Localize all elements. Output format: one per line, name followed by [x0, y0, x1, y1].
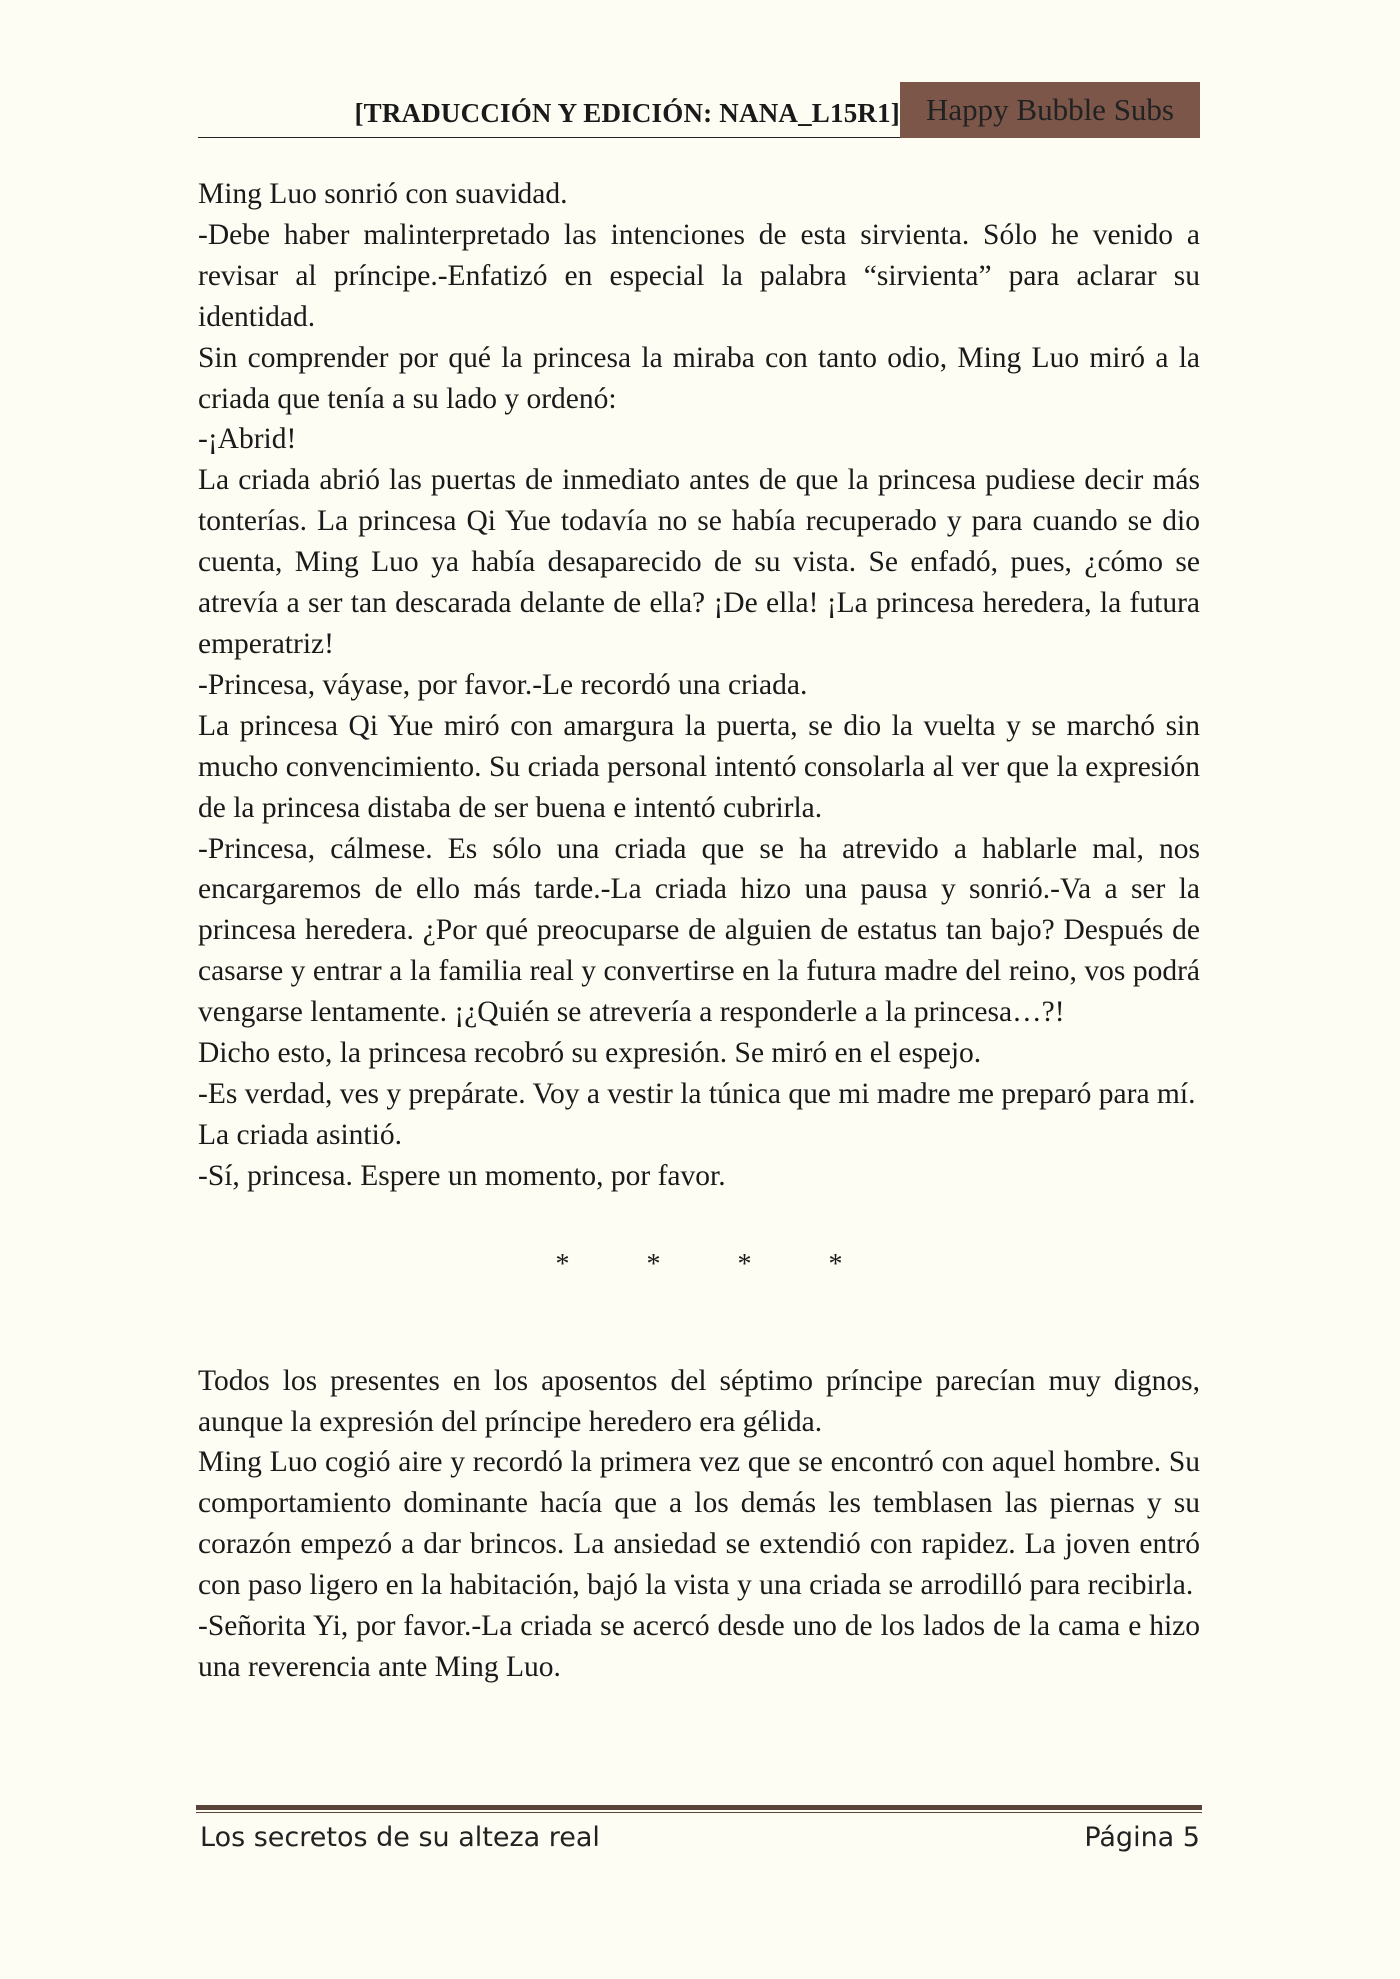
- paragraph: Sin comprender por qué la princesa la miraba con tanto odio, Ming Luo miró a la criada que tenía a su lado y ordenó:: [198, 341, 1200, 415]
- translator-credit: [TRADUCCIÓN Y EDICIÓN: NANA_L15R1]: [354, 98, 900, 128]
- paragraph: Dicho esto, la princesa recobró su expresión. Se miró en el espejo.: [198, 1037, 982, 1070]
- group-name-badge: Happy Bubble Subs: [900, 82, 1200, 138]
- separator-star: *: [828, 1248, 843, 1280]
- paragraph: Todos los presentes en los aposentos del séptimo príncipe parecían muy dignos, aunque la expresión del príncipe heredero era gélida.: [198, 1364, 1200, 1438]
- separator-star: *: [555, 1248, 570, 1280]
- header-rule: [198, 137, 900, 138]
- paragraph: Ming Luo cogió aire y recordó la primera vez que se encontró con aquel hombre. Su comportamiento dominante hacía que a los demás les temblasen las piernas y su corazón empezó a dar brincos. La ansiedad se extendió con rapidez. La joven entró con paso ligero en la habitación, bajó la vista y una criada se arrodilló para recibirla.: [198, 1446, 1200, 1602]
- paragraph: -Señorita Yi, por favor.-La criada se acercó desde uno de los lados de la cama e hizo una reverencia ante Ming Luo.: [198, 1610, 1200, 1683]
- paragraph: -Debe haber malinterpretado las intenciones de esta sirvienta. Sólo he venido a revisar al príncipe.-Enfatizó en especial la palabra “sirvienta” para aclarar su identidad.: [198, 218, 1200, 333]
- page-body: [198, 174, 1200, 1688]
- paragraph: -Sí, princesa. Espere un momento, por favor.: [198, 1159, 726, 1192]
- paragraph: -Es verdad, ves y prepárate. Voy a vestir la túnica que mi madre me preparó para mí.: [198, 1077, 1196, 1110]
- paragraph: La criada abrió las puertas de inmediato antes de que la princesa pudiese decir más tonterías. La princesa Qi Yue todavía no se había recuperado y para cuando se dio cuenta, Ming Luo ya había desaparecido de su vista. Se enfadó, pues, ¿cómo se atrevía a ser tan descarada delante de ella? ¡De ella! ¡La princesa heredera, la futura emperatriz!: [198, 464, 1200, 660]
- paragraph: -Princesa, cálmese. Es sólo una criada que se ha atrevido a hablarle mal, nos encargaremos de ello más tarde.-La criada hizo una pausa y sonrió.-Va a ser la princesa heredera. ¿Por qué preocuparse de alguien de estatus tan bajo? Después de casarse y entrar a la familia real y convertirse en la futura madre del reino, vos podrá vengarse lentamente. ¡¿Quién se atrevería a responderle a la princesa…?!: [198, 832, 1200, 1029]
- paragraph: -Princesa, váyase, por favor.-Le recordó una criada.: [198, 668, 808, 701]
- page-header: [198, 82, 1200, 138]
- paragraph: La criada asintió.: [198, 1118, 402, 1151]
- paragraph: La princesa Qi Yue miró con amargura la puerta, se dio la vuelta y se marchó sin mucho convencimiento. Su criada personal intentó consolarla al ver que la expresión de la princesa distaba de ser buena e intentó cubrirla.: [198, 709, 1200, 824]
- book-title: Los secretos de su alteza real: [200, 1822, 600, 1853]
- separator-star: *: [737, 1248, 752, 1280]
- footer-rule-thin: [196, 1812, 1202, 1813]
- separator-star: *: [646, 1248, 661, 1280]
- paragraph: Ming Luo sonrió con suavidad.: [198, 178, 568, 210]
- paragraph: -¡Abrid!: [198, 423, 297, 456]
- footer-rule: [196, 1805, 1202, 1810]
- page-number: Página 5: [1084, 1822, 1200, 1853]
- scene-separator: [198, 1197, 1200, 1361]
